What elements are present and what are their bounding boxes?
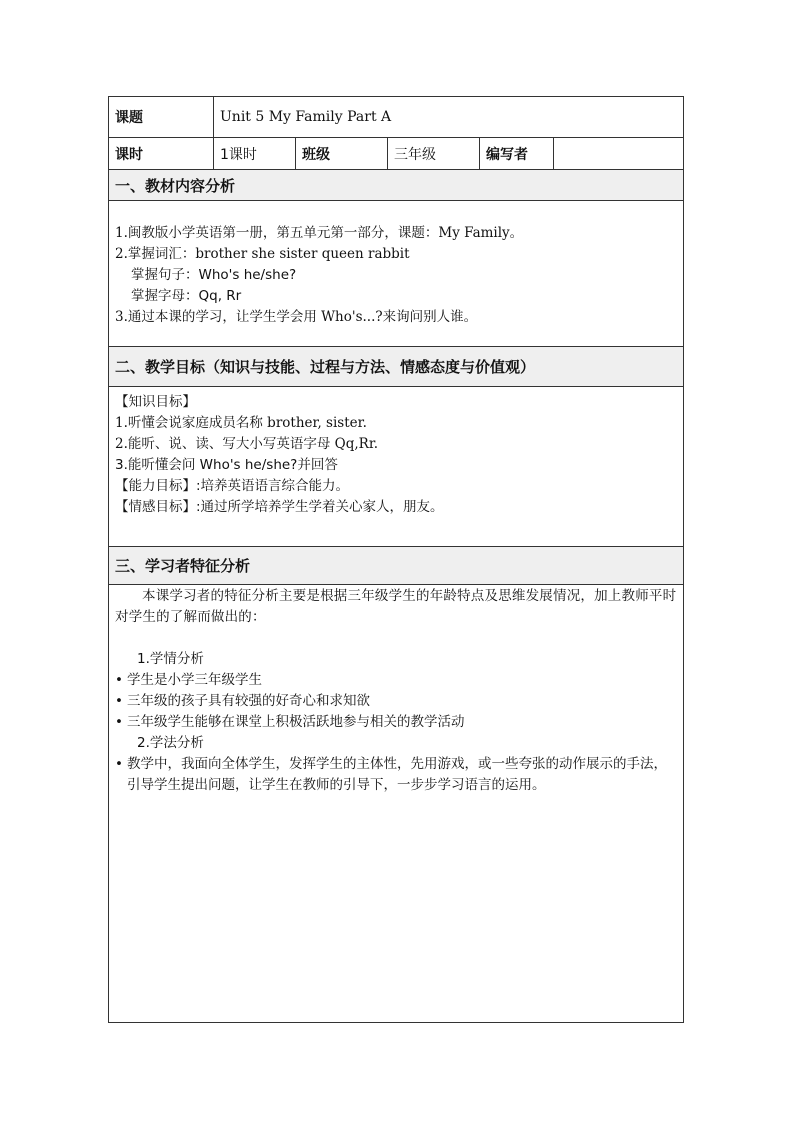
bullet-icon: • (115, 756, 123, 772)
section3-body (109, 585, 683, 1022)
section3-intro: 本课学习者的特征分析主要是根据三年级学生的年龄特点及思维发展情况，加上教师平时对学生的了解而做出的： (115, 588, 677, 625)
section2-line: 1.听懂会说家庭成员名称 brother, sister. (115, 415, 367, 431)
section2-title: 二、教学目标（知识与技能、过程与方法、情感态度与价值观） (115, 358, 536, 376)
bullet-icon: • (115, 714, 123, 730)
section2-line: 【能力目标】:培养英语语言综合能力。 (115, 478, 350, 494)
section3-header (109, 547, 683, 585)
section2-line: 【知识目标】 (115, 394, 196, 410)
topic-value: Unit 5 My Family Part A (213, 97, 683, 137)
lesson-label: 课时 (115, 146, 143, 163)
list-item: • 三年级的孩子具有较强的好奇心和求知欲 (115, 691, 677, 712)
section1-line: 3.通过本课的学习，让学生学会用 Who's...?来询问别人谁。 (115, 309, 478, 325)
list-item: • 教学中，我面向全体学生，发挥学生的主体性，先用游戏，或一些夸张的动作展示的手法，引导学生提出问题，让学生在教师的引导下，一步步学习语言的运用。 (115, 754, 677, 796)
author-value (553, 138, 683, 169)
section1-header (109, 170, 683, 201)
topic-label: 课题 (115, 110, 143, 126)
section1-line: 掌握字母：Qq, Rr (131, 288, 242, 304)
lesson-plan-table (108, 96, 684, 1023)
section2-header (109, 347, 683, 387)
info-row (109, 138, 683, 170)
bullet-icon: • (115, 672, 123, 688)
section3-title: 三、学习者特征分析 (115, 557, 251, 575)
section3-subheading: 2.学法分析 (137, 735, 204, 751)
section1-body (109, 201, 683, 347)
section3-subheading: 1.学情分析 (137, 651, 204, 667)
lesson-value: 1课时 (213, 138, 295, 169)
list-item: • 学生是小学三年级学生 (115, 670, 677, 691)
section2-line: 【情感目标】:通过所学培养学生学着关心家人，朋友。 (115, 499, 444, 515)
section1-title: 一、教材内容分析 (115, 176, 236, 195)
section2-line: 3.能听懂会问 Who's he/she?并回答 (115, 457, 338, 473)
author-label: 编写者 (479, 138, 553, 169)
section2-line: 2.能听、说、读、写大小写英语字母 Qq,Rr. (115, 436, 379, 452)
list-item: • 三年级学生能够在课堂上积极活跃地参与相关的教学活动 (115, 712, 677, 733)
section1-line: 2.掌握词汇：brother she sister queen rabbit (115, 246, 410, 262)
section1-line: 掌握句子：Who's he/she? (131, 267, 297, 283)
class-value: 三年级 (387, 138, 479, 169)
section2-body (109, 387, 683, 547)
bullet-icon: • (115, 693, 123, 709)
section1-line: 1.闽教版小学英语第一册，第五单元第一部分，课题：My Family。 (115, 225, 524, 241)
topic-row (109, 97, 683, 138)
class-label: 班级 (295, 138, 387, 169)
